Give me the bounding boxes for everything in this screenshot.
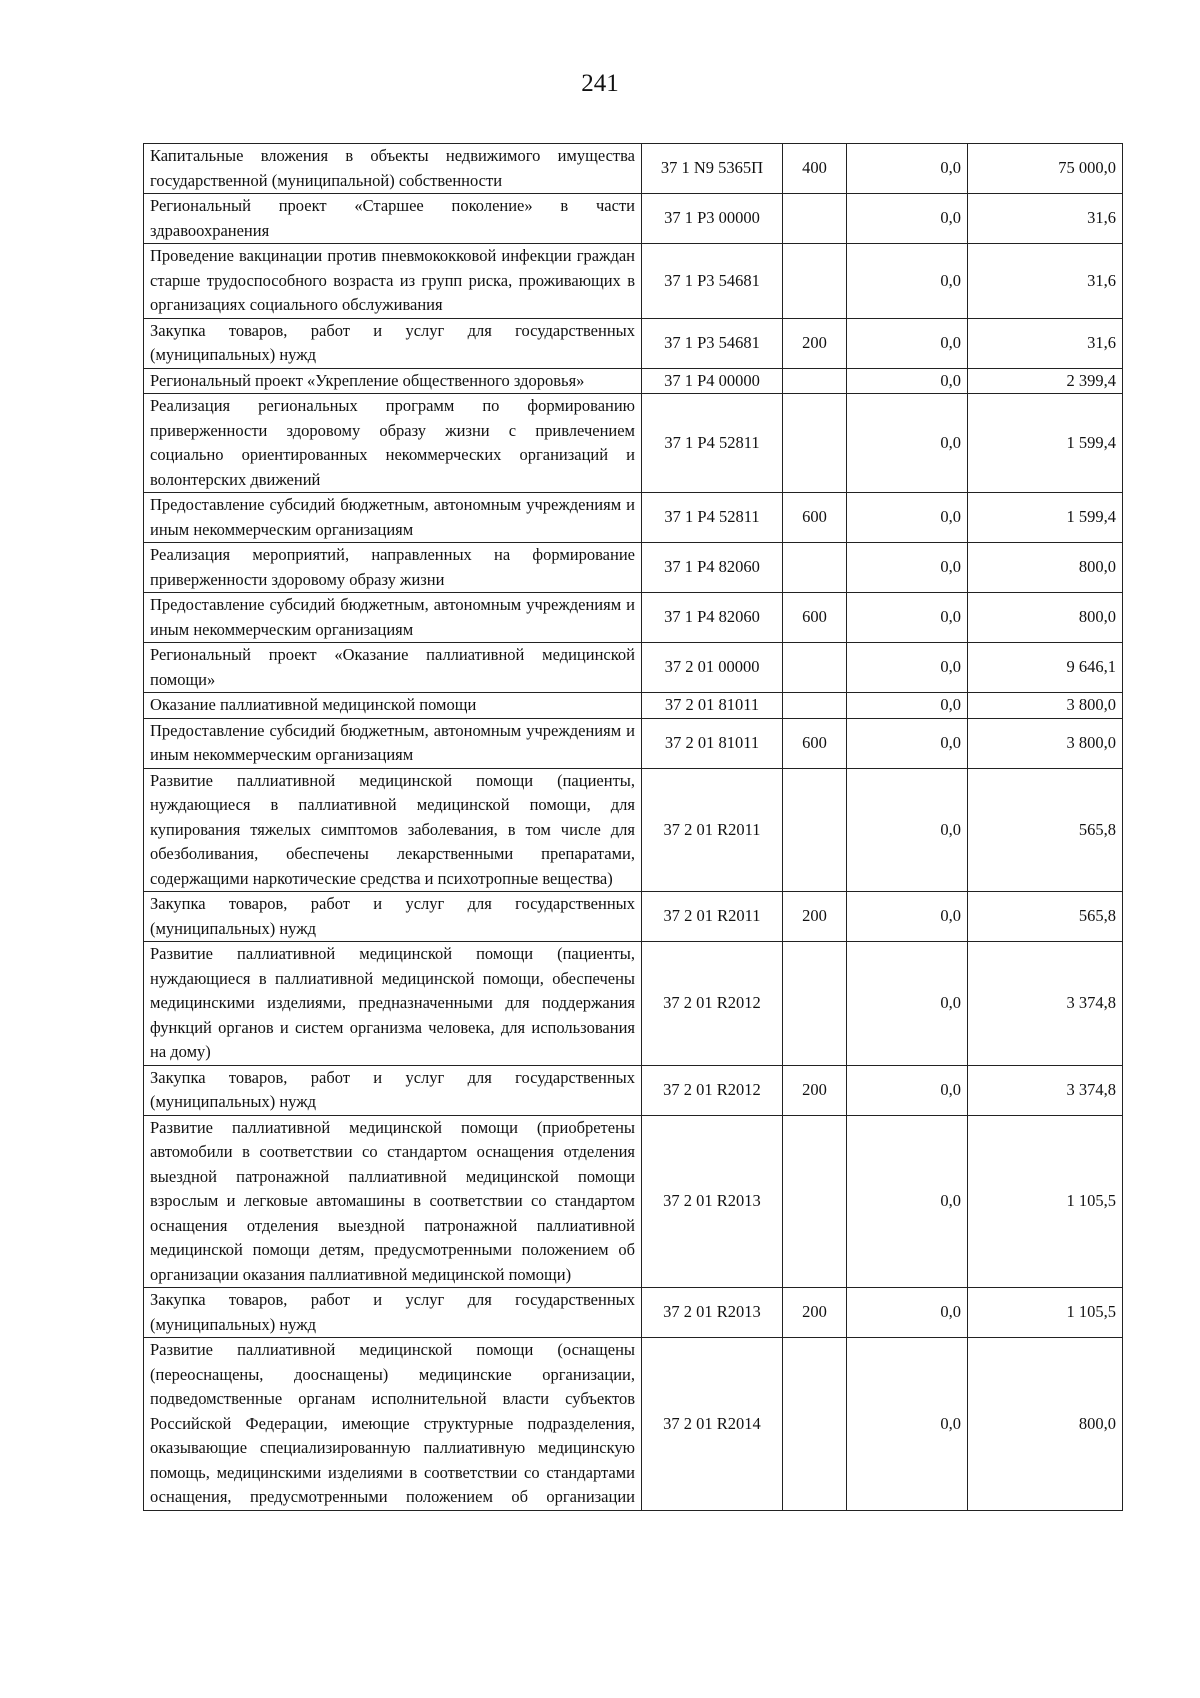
table-row [144,1065,1123,1115]
table-row [144,693,1123,719]
row-value-2-cell: 3 800,0 [968,693,1123,719]
row-value-2-cell: 800,0 [968,1338,1123,1511]
row-code-cell: 37 2 01 R2011 [642,892,783,942]
row-value-2-cell: 800,0 [968,543,1123,593]
row-expense-type-cell [783,194,847,244]
row-code-cell: 37 2 01 R2011 [642,768,783,892]
row-name-cell: Капитальные вложения в объекты недвижимого имущества государственной (муниципальной) собственности [144,144,642,194]
row-expense-type-cell [783,643,847,693]
table-row [144,718,1123,768]
row-value-1-cell: 0,0 [847,244,968,319]
budget-table [143,143,1123,1511]
row-code-cell: 37 2 01 R2012 [642,942,783,1066]
row-expense-type-cell [783,942,847,1066]
row-value-2-cell: 31,6 [968,318,1123,368]
row-value-1-cell: 0,0 [847,892,968,942]
table-row [144,493,1123,543]
table-row [144,244,1123,319]
row-name-cell: Развитие паллиативной медицинской помощи (пациенты, нуждающиеся в паллиативной медицинской помощи, обеспечены медицинскими изделиями, предназначенными для поддержания функций органов и систем организма человека, для использования на дому) [144,942,642,1066]
row-expense-type-cell: 200 [783,892,847,942]
row-name-cell: Региональный проект «Старшее поколение» в части здравоохранения [144,194,642,244]
table-row [144,144,1123,194]
table-row [144,643,1123,693]
row-value-2-cell: 9 646,1 [968,643,1123,693]
row-expense-type-cell: 600 [783,493,847,543]
row-expense-type-cell [783,768,847,892]
page-number: 241 [581,70,619,97]
row-value-1-cell: 0,0 [847,543,968,593]
row-value-1-cell: 0,0 [847,1115,968,1288]
row-value-1-cell: 0,0 [847,1065,968,1115]
row-expense-type-cell [783,394,847,493]
budget-table-body [144,144,1123,1511]
row-name-cell: Предоставление субсидий бюджетным, автономным учреждениям и иным некоммерческим организациям [144,493,642,543]
table-row [144,368,1123,394]
row-value-2-cell: 3 800,0 [968,718,1123,768]
row-expense-type-cell: 200 [783,318,847,368]
row-name-cell: Предоставление субсидий бюджетным, автономным учреждениям и иным некоммерческим организациям [144,718,642,768]
row-expense-type-cell [783,368,847,394]
table-row [144,593,1123,643]
row-name-cell: Закупка товаров, работ и услуг для государственных (муниципальных) нужд [144,1065,642,1115]
row-code-cell: 37 2 01 R2013 [642,1288,783,1338]
row-code-cell: 37 1 P4 52811 [642,493,783,543]
row-value-2-cell: 800,0 [968,593,1123,643]
row-name-cell: Реализация мероприятий, направленных на формирование приверженности здоровому образу жизни [144,543,642,593]
row-value-1-cell: 0,0 [847,144,968,194]
row-value-1-cell: 0,0 [847,318,968,368]
row-value-2-cell: 1 599,4 [968,394,1123,493]
row-value-2-cell: 75 000,0 [968,144,1123,194]
row-value-1-cell: 0,0 [847,368,968,394]
row-value-1-cell: 0,0 [847,942,968,1066]
table-row [144,768,1123,892]
row-code-cell: 37 2 01 R2014 [642,1338,783,1511]
row-value-2-cell: 31,6 [968,194,1123,244]
row-value-1-cell: 0,0 [847,1338,968,1511]
row-expense-type-cell: 400 [783,144,847,194]
row-value-2-cell: 1 105,5 [968,1288,1123,1338]
row-code-cell: 37 2 01 81011 [642,693,783,719]
row-code-cell: 37 1 P4 82060 [642,543,783,593]
table-row [144,942,1123,1066]
table-row [144,892,1123,942]
table-row [144,1288,1123,1338]
row-name-cell: Региональный проект «Оказание паллиативной медицинской помощи» [144,643,642,693]
row-value-1-cell: 0,0 [847,493,968,543]
row-value-1-cell: 0,0 [847,394,968,493]
row-code-cell: 37 1 P4 52811 [642,394,783,493]
row-code-cell: 37 1 P4 82060 [642,593,783,643]
row-value-2-cell: 3 374,8 [968,1065,1123,1115]
table-row [144,1115,1123,1288]
row-value-2-cell: 565,8 [968,768,1123,892]
row-name-cell: Региональный проект «Укрепление общественного здоровья» [144,368,642,394]
row-name-cell: Развитие паллиативной медицинской помощи (оснащены (переоснащены, дооснащены) медицинские организации, подведомственные органам исполнительной власти субъектов Российской Федерации, имеющие структурные подразделения, оказывающие специализированную паллиативную медицинскую помощь, медицинскими изделиями в соответствии со стандартами оснащения, предусмотренными положением об организации [144,1338,642,1511]
table-row [144,318,1123,368]
row-code-cell: 37 2 01 R2012 [642,1065,783,1115]
row-name-cell: Проведение вакцинации против пневмококковой инфекции граждан старше трудоспособного возраста из групп риска, проживающих в организациях социального обслуживания [144,244,642,319]
row-value-1-cell: 0,0 [847,593,968,643]
row-code-cell: 37 1 P4 00000 [642,368,783,394]
row-name-cell: Развитие паллиативной медицинской помощи (приобретены автомобили в соответствии со стандартом оснащения отделения выездной патронажной паллиативной медицинской помощи взрослым и легковые автомашины в соответствии со стандартом оснащения отделения выездной патронажной паллиативной медицинской помощи детям, предусмотренными положением об организации оказания паллиативной медицинской помощи) [144,1115,642,1288]
row-expense-type-cell [783,1115,847,1288]
row-value-1-cell: 0,0 [847,194,968,244]
row-expense-type-cell [783,693,847,719]
row-value-1-cell: 0,0 [847,768,968,892]
row-expense-type-cell: 600 [783,718,847,768]
row-code-cell: 37 1 N9 5365П [642,144,783,194]
row-value-2-cell: 2 399,4 [968,368,1123,394]
table-row [144,1338,1123,1511]
row-name-cell: Реализация региональных программ по формированию приверженности здоровому образу жизни с привлечением социально ориентированных некоммерческих организаций и волонтерских движений [144,394,642,493]
row-code-cell: 37 1 P3 00000 [642,194,783,244]
row-value-1-cell: 0,0 [847,1288,968,1338]
row-expense-type-cell [783,543,847,593]
row-name-cell: Оказание паллиативной медицинской помощи [144,693,642,719]
row-value-2-cell: 31,6 [968,244,1123,319]
table-row [144,543,1123,593]
row-expense-type-cell [783,244,847,319]
row-code-cell: 37 2 01 81011 [642,718,783,768]
row-expense-type-cell: 600 [783,593,847,643]
row-name-cell: Развитие паллиативной медицинской помощи (пациенты, нуждающиеся в паллиативной медицинской помощи, для купирования тяжелых симптомов заболевания, в том числе для обезболивания, обеспечены лекарственными препаратами, содержащими наркотические средства и психотропные вещества) [144,768,642,892]
table-row [144,394,1123,493]
row-value-1-cell: 0,0 [847,693,968,719]
row-code-cell: 37 1 P3 54681 [642,244,783,319]
row-expense-type-cell: 200 [783,1065,847,1115]
row-value-1-cell: 0,0 [847,643,968,693]
row-name-cell: Закупка товаров, работ и услуг для государственных (муниципальных) нужд [144,318,642,368]
row-code-cell: 37 1 P3 54681 [642,318,783,368]
row-value-2-cell: 1 599,4 [968,493,1123,543]
row-value-2-cell: 3 374,8 [968,942,1123,1066]
row-value-1-cell: 0,0 [847,718,968,768]
row-code-cell: 37 2 01 00000 [642,643,783,693]
table-row [144,194,1123,244]
row-value-2-cell: 565,8 [968,892,1123,942]
row-name-cell: Предоставление субсидий бюджетным, автономным учреждениям и иным некоммерческим организациям [144,593,642,643]
row-expense-type-cell [783,1338,847,1511]
row-expense-type-cell: 200 [783,1288,847,1338]
row-code-cell: 37 2 01 R2013 [642,1115,783,1288]
row-value-2-cell: 1 105,5 [968,1115,1123,1288]
row-name-cell: Закупка товаров, работ и услуг для государственных (муниципальных) нужд [144,892,642,942]
row-name-cell: Закупка товаров, работ и услуг для государственных (муниципальных) нужд [144,1288,642,1338]
